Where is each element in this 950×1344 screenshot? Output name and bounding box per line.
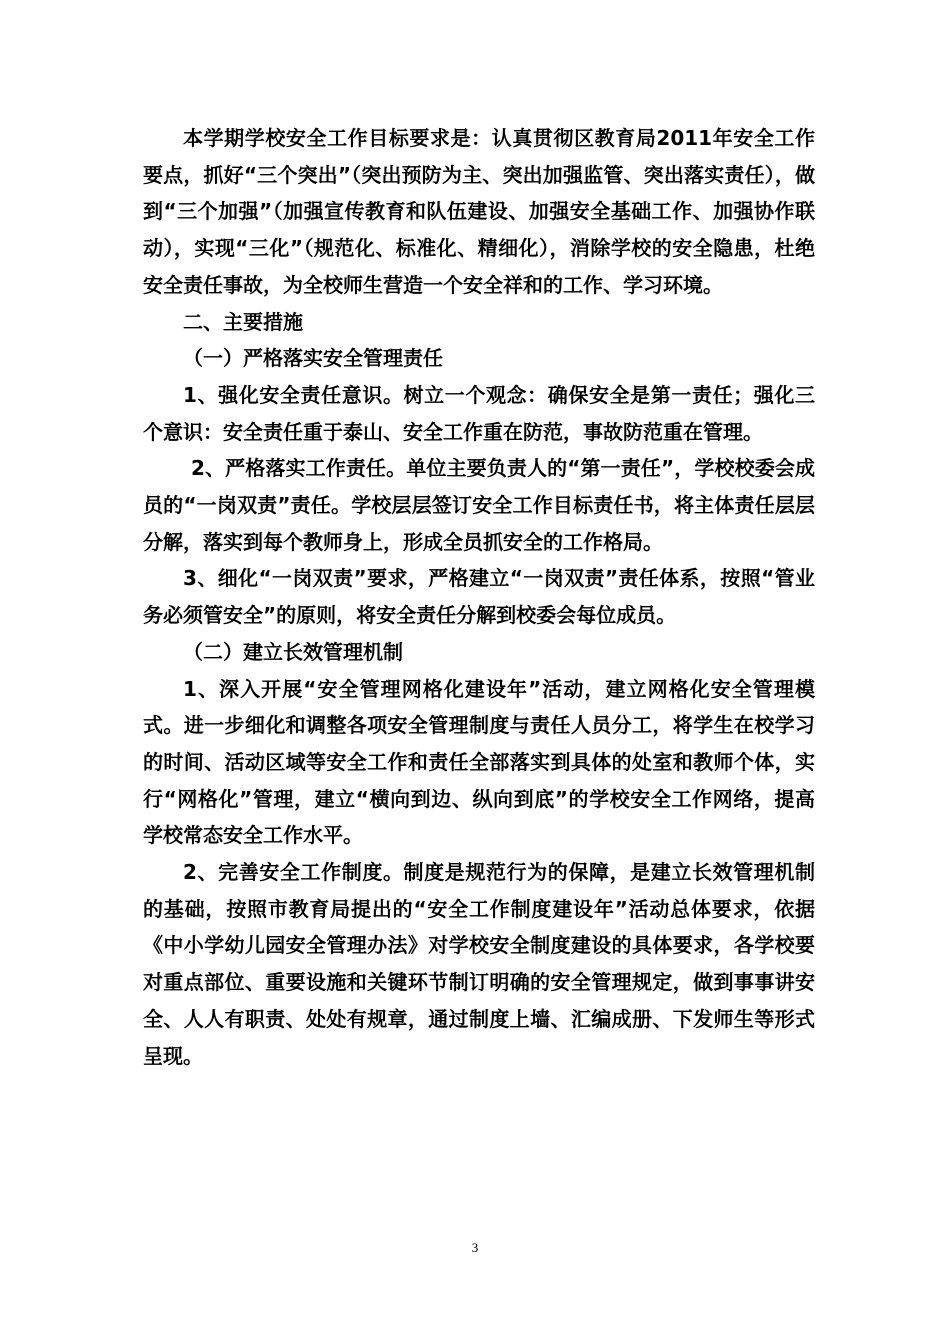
paragraph-item-2-responsibility: 2、严格落实工作责任。单位主要负责人的“第一责任”，学校校委会成员的“一岗双责”责任。学校层层签订安全工作目标责任书，将主体责任层层分解，落实到每个教师身上，形成全员抓安全的工作格局。	[143, 456, 815, 554]
subheading-long-term-mechanism: （二）建立长效管理机制	[183, 639, 403, 664]
paragraph-safety-goals: 本学期学校安全工作目标要求是：认真贯彻区教育局2011年安全工作要点，抓好“三个突出”（突出预防为主、突出加强监管、突出落实责任），做到“三个加强”（加强宣传教育和队伍建设、加强安全基础工作、加强协作联动），实现“三化”（规范化、标准化、精细化），消除学校的安全隐患，杜绝安全责任事故，为全校师生营造一个安全祥和的工作、学习环境。	[143, 126, 815, 297]
paragraph-item-3-dual-duty: 3、细化“一岗双责”要求，严格建立“一岗双责”责任体系，按照“管业务必须管安全”的原则，将安全责任分解到校委会每位成员。	[143, 566, 815, 628]
document-body	[143, 120, 815, 1074]
heading-main-measures: 二、主要措施	[183, 309, 303, 334]
page-number: 3	[471, 1240, 479, 1255]
paragraph-item-2-safety-system: 2、完善安全工作制度。制度是规范行为的保障，是建立长效管理机制的基础，按照市教育局提出的“安全工作制度建设年”活动总体要求，依据《中小学幼儿园安全管理办法》对学校安全制度建设的具体要求，各学校要对重点部位、重要设施和关键环节制订明确的安全管理规定，做到事事讲安全、人人有职责、处处有规章，通过制度上墙、汇编成册、下发师生等形式呈现。	[143, 860, 815, 1068]
subheading-responsibility: （一）严格落实安全管理责任	[183, 346, 443, 371]
paragraph-item-1-awareness: 1、强化安全责任意识。树立一个观念：确保安全是第一责任；强化三个意识：安全责任重于泰山、安全工作重在防范，事故防范重在管理。	[143, 382, 815, 444]
paragraph-item-1-grid-management: 1、深入开展“安全管理网格化建设年”活动，建立网格化安全管理模式。进一步细化和调整各项安全管理制度与责任人员分工，将学生在校学习的时间、活动区域等安全工作和责任全部落实到具体的处室和教师个体，实行“网格化”管理，建立“横向到边、纵向到底”的学校安全工作网络，提高学校常态安全工作水平。	[143, 676, 815, 848]
